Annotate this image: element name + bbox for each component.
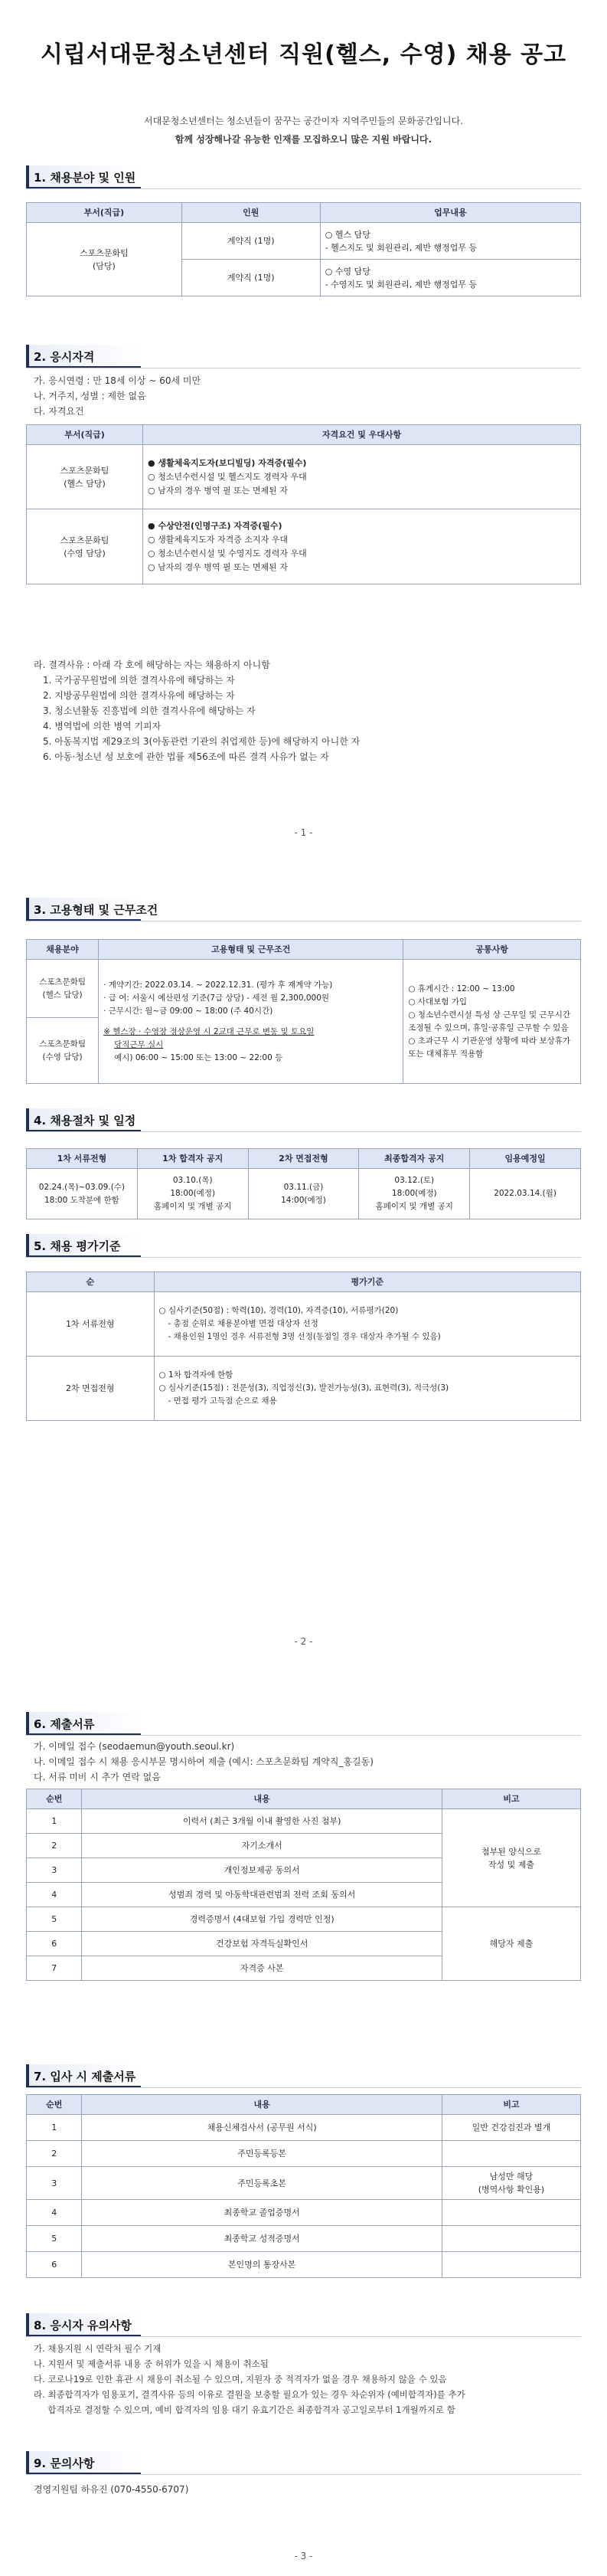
page-number: - 3 - — [294, 2551, 313, 2561]
s6-item: 나. 이메일 접수 시 채용 응시부문 명시하여 제출 (예시: 스포츠문화팀 계약직_홍길동) — [34, 1756, 374, 1767]
section-divider — [26, 1735, 581, 1736]
s2-disq-item: 2. 지방공무원법에 의한 결격사유에 해당하는 자 — [43, 690, 235, 701]
section-7-heading: 7. 입사 시 제출서류 — [26, 2064, 135, 2087]
s3-field-2: 스포츠문화팀 (수영 담당) — [27, 1018, 99, 1084]
s2-th-req: 자격요건 및 우대사항 — [143, 425, 581, 445]
s2-req-2: ● 수상안전(인명구조) 자격증(필수) ○ 생활체육지도자 자격증 소지자 우대 ○ 청소년수련시설 및 수영지도 경력자 우대 ○ 남자의 경우 병역 필 또는 면제된 자 — [143, 509, 581, 584]
s2-dept-1: 스포츠문화팀 (헬스 담당) — [27, 445, 143, 509]
s7-no: 4 — [27, 2200, 82, 2226]
s7-note: 일반 건강검진과 별개 — [442, 2115, 580, 2141]
s4-th: 최종합격자 공지 — [359, 1149, 470, 1169]
s7-no: 5 — [27, 2226, 82, 2252]
s1-count-1: 계약직 (1명) — [181, 223, 320, 260]
s3-common-cell: ○ 휴게시간 : 12:00 ~ 13:00 ○ 사대보험 가입 ○ 청소년수련시설 특성 상 근무일 및 근무시간 조정될 수 있으며, 휴일·공휴일 근무할 수 있음 ○ 초과근무 시 기관운영 상황에 따라 보상휴가 또는 대체휴무 적용함 — [403, 960, 581, 1084]
s1-th-dept: 부서(직급) — [27, 203, 182, 223]
section-divider — [26, 2336, 581, 2337]
section-2-heading: 2. 응시자격 — [26, 345, 94, 368]
s2-item: 나. 거주지, 성별 : 제한 없음 — [34, 391, 146, 401]
s7-note — [442, 2252, 580, 2278]
s7-doc: 최종학교 졸업증명서 — [82, 2200, 442, 2226]
s6-item: 다. 서류 미비 시 추가 연락 없음 — [34, 1772, 161, 1782]
section-3-heading: 3. 고용형태 및 근무조건 — [26, 898, 158, 921]
s6-doc: 성범죄 경력 및 아동학대관련범죄 전력 조회 동의서 — [82, 1883, 442, 1907]
intro-text — [0, 112, 607, 149]
s7-doc: 최종학교 성적증명서 — [82, 2226, 442, 2252]
s2-disqualification — [34, 657, 360, 764]
s4-table — [26, 1148, 581, 1219]
s7-no: 2 — [27, 2141, 82, 2167]
s1-count-2: 계약직 (1명) — [181, 260, 320, 296]
s7-th: 비고 — [442, 2095, 580, 2115]
section-divider — [26, 1257, 581, 1258]
s5-row-2-name: 2차 면접전형 — [27, 1357, 155, 1421]
s7-note — [442, 2226, 580, 2252]
section-divider — [26, 188, 581, 189]
s2-table — [26, 424, 581, 584]
s6-doc: 경력증명서 (4대보험 가입 경력만 인정) — [82, 1907, 442, 1932]
s2-disq-list — [34, 673, 360, 764]
section-9-heading: 9. 문의사항 — [26, 2451, 94, 2474]
s6-items — [34, 1739, 374, 1785]
s7-doc: 주민등록초본 — [82, 2167, 442, 2200]
s2-req-1: ● 생활체육지도자(보디빌딩) 자격증(필수) ○ 청소년수련시설 및 헬스지도 경력자 우대 ○ 남자의 경우 병역 필 또는 면제된 자 — [143, 445, 581, 509]
s6-th: 비고 — [442, 1789, 580, 1809]
intro-line-1: 서대문청소년센터는 청소년들이 꿈꾸는 공간이자 지역주민들의 문화공간입니다. — [143, 116, 464, 126]
s7-th: 내용 — [82, 2095, 442, 2115]
section-divider — [26, 2474, 581, 2475]
s2-disq-item: 5. 아동복지법 제29조의 3(아동관련 기관의 취업제한 등)에 해당하지 아니한 자 — [43, 736, 361, 747]
s6-doc: 자기소개서 — [82, 1834, 442, 1858]
section-divider — [26, 1131, 581, 1132]
s7-note: 남성만 해당 (병역사항 확인용) — [442, 2167, 580, 2200]
s4-th: 2차 면접전형 — [248, 1149, 359, 1169]
s1-dept-cell: 스포츠문화팀 (담당) — [27, 223, 182, 296]
s2-th-dept: 부서(직급) — [27, 425, 143, 445]
s8-item: 가. 채용지원 시 연락처 필수 기재 — [34, 2343, 162, 2354]
s9-contact: 경영지원팀 하유진 (070-4550-6707) — [34, 2484, 189, 2495]
s8-item: 합격자로 결정할 수 있으며, 예비 합격자의 임용 대기 유효기간은 최종합격자 공고일로부터 1개월까지로 함 — [34, 2404, 455, 2415]
page-number: - 2 - — [294, 1636, 313, 1647]
intro-line-2: 함께 성장해나갈 유능한 인재를 모집하오니 많은 지원 바랍니다. — [175, 134, 432, 145]
s7-no: 6 — [27, 2252, 82, 2278]
s6-no: 5 — [27, 1907, 82, 1932]
section-4-heading: 4. 채용절차 및 일정 — [26, 1108, 135, 1131]
s2-item: 다. 자격요건 — [34, 406, 84, 417]
s2-item: 가. 응시연령 : 만 18세 이상 ~ 60세 미만 — [34, 375, 201, 386]
s6-no: 1 — [27, 1809, 82, 1834]
section-divider — [26, 2087, 581, 2088]
s6-no: 2 — [27, 1834, 82, 1858]
s6-doc: 자격증 사본 — [82, 1956, 442, 1981]
s6-note-a: 첨부된 양식으로 작성 및 제출 — [442, 1809, 580, 1907]
s6-no: 6 — [27, 1932, 82, 1956]
s6-doc: 개인정보제공 동의서 — [82, 1858, 442, 1883]
s4-cell: 03.10.(목) 18:00(예정) 홈페이지 및 개별 공지 — [137, 1169, 248, 1219]
s6-note-b: 해당자 제출 — [442, 1907, 580, 1981]
s2-ra: 라. 결격사유 : 아래 각 호에 해당하는 자는 채용하지 아니함 — [34, 660, 270, 670]
s4-cell: 03.12.(토) 18:00(예정) 홈페이지 및 개별 공지 — [359, 1169, 470, 1219]
s8-item: 라. 최종합격자가 임용포기, 결격사유 등의 이유로 결원을 보충할 필요가 있는 경우 차순위자 (예비합격자)를 추가 — [34, 2389, 465, 2400]
s7-no: 3 — [27, 2167, 82, 2200]
s3-field-1: 스포츠문화팀 (헬스 담당) — [27, 960, 99, 1018]
s5-th: 순 — [27, 1272, 155, 1292]
s4-cell: 2022.03.14.(월) — [470, 1169, 581, 1219]
s6-th: 순번 — [27, 1789, 82, 1809]
s1-th-duty: 업무내용 — [320, 203, 580, 223]
s7-doc: 주민등록등본 — [82, 2141, 442, 2167]
section-8-heading: 8. 응시자 유의사항 — [26, 2313, 132, 2336]
s1-table — [26, 202, 581, 296]
s2-disq-item: 6. 아동·청소년 성 보호에 관한 법률 제56조에 따른 결격 사유가 없는 자 — [43, 751, 329, 762]
s7-doc: 본인명의 통장사본 — [82, 2252, 442, 2278]
page-title: 시립서대문청소년센터 직원(헬스, 수영) 채용 공고 — [40, 41, 567, 68]
s5-row-2-criteria: ○ 1차 합격자에 한함 ○ 심사기준(15점) : 전문성(3), 직업정신(3), 발전가능성(3), 표현력(3), 적극성(3) - 면접 평가 고득점 순으로 채용 — [154, 1357, 580, 1421]
s3-th-cond: 고용형태 및 근무조건 — [99, 940, 403, 960]
s7-no: 1 — [27, 2115, 82, 2141]
section-1-heading: 1. 채용분야 및 인원 — [26, 165, 135, 188]
s1-duty-2: ○ 수영 담당 - 수영지도 및 회원관리, 제반 행정업무 등 — [320, 260, 580, 296]
s5-th: 평가기준 — [154, 1272, 580, 1292]
s4-th: 1차 합격자 공지 — [137, 1149, 248, 1169]
s3-th-common: 공통사항 — [403, 940, 581, 960]
s4-cell: 02.24.(목)~03.09.(수) 18:00 도착분에 한함 — [27, 1169, 138, 1219]
section-5-heading: 5. 채용 평가기준 — [26, 1234, 121, 1257]
s6-doc: 이력서 (최근 3개월 이내 촬영한 사진 첨부) — [82, 1809, 442, 1834]
s2-disq-item: 1. 국가공무원법에 의한 결격사유에 해당하는 자 — [43, 675, 235, 686]
s2-disq-item: 3. 청소년활동 진흥법에 의한 결격사유에 해당하는 자 — [43, 705, 256, 716]
s6-item: 가. 이메일 접수 (seodaemun@youth.seoul.kr) — [34, 1741, 235, 1752]
s2-items — [34, 373, 201, 419]
s5-table — [26, 1272, 581, 1421]
s5-row-1-criteria: ○ 심사기준(50점) : 학력(10), 경력(10), 자격증(10), 서류평가(20) - 총점 순위로 채용분야별 면접 대상자 선정 - 채용인원 1명인 경우 서류전형 3명 선정(동점일 경우 대상자 추가될 수 있음) — [154, 1292, 580, 1357]
s7-note — [442, 2200, 580, 2226]
s7-note — [442, 2141, 580, 2167]
s6-no: 3 — [27, 1858, 82, 1883]
s2-dept-2: 스포츠문화팀 (수영 담당) — [27, 509, 143, 584]
s7-table — [26, 2094, 581, 2278]
s7-doc: 채용신체검사서 (공무원 서식) — [82, 2115, 442, 2141]
s6-no: 7 — [27, 1956, 82, 1981]
s6-no: 4 — [27, 1883, 82, 1907]
s3-cond-cell: · 계약기간: 2022.03.14. ~ 2022.12.31. (평가 후 재계약 가능) · 급 여: 서울시 예산편성 기준(7급 상당) - 세전 월 2,300,000원 · 근무시간: 월~금 09:00 ~ 18:00 (주 40시간) ※ 헬스장 · 수영장 정상운영 시 2교대 근무로 변동 및 토요일 당직근무 실시 예시) 06:00 ~ 15:00 또는 13:00 ~ 22:00 등 — [99, 960, 403, 1084]
s2-disq-item: 4. 병역법에 의한 병역 기피자 — [43, 721, 162, 732]
s7-th: 순번 — [27, 2095, 82, 2115]
s5-row-1-name: 1차 서류전형 — [27, 1292, 155, 1357]
s4-cell: 03.11.(금) 14:00(예정) — [248, 1169, 359, 1219]
s8-items — [34, 2341, 465, 2417]
s3-table — [26, 939, 581, 1084]
s3-th-field: 채용분야 — [27, 940, 99, 960]
s4-th: 1차 서류전형 — [27, 1149, 138, 1169]
s8-item: 다. 코로나19로 인한 휴관 시 채용이 취소될 수 있으며, 지원자 중 적격자가 없을 경우 채용하지 않을 수 있음 — [34, 2374, 447, 2385]
s6-th: 내용 — [82, 1789, 442, 1809]
section-6-heading: 6. 제출서류 — [26, 1712, 94, 1735]
s1-duty-1: ○ 헬스 담당 - 헬스지도 및 회원관리, 제반 행정업무 등 — [320, 223, 580, 260]
page-number: - 1 - — [294, 827, 313, 838]
s8-item: 나. 지원서 및 제출서류 내용 중 허위가 있을 시 채용이 취소됨 — [34, 2358, 269, 2369]
s6-doc: 건강보험 자격득실확인서 — [82, 1932, 442, 1956]
s4-th: 임용예정일 — [470, 1149, 581, 1169]
s1-th-count: 인원 — [181, 203, 320, 223]
s6-table — [26, 1789, 581, 1981]
